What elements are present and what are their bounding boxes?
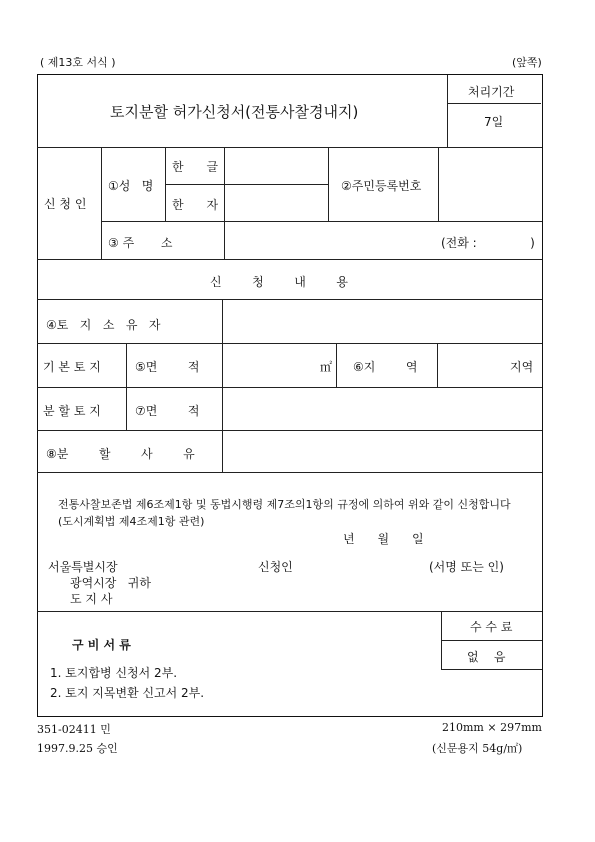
processing-period-label: 처리기간	[468, 85, 515, 99]
address-field[interactable]	[226, 223, 426, 257]
processing-period-value: 7일	[484, 115, 504, 129]
applicant-signature-label: 신청인	[258, 560, 293, 574]
split-reason-field[interactable]	[224, 432, 540, 470]
signature-hint: (서명 또는 인)	[429, 560, 504, 574]
paper-size: 210mm × 297mm	[442, 721, 542, 734]
addressee-seoul: 서울특별시장	[48, 560, 118, 574]
addressee-province: 도 지 사	[70, 592, 113, 606]
paper-type: (신문용지 54g/㎡)	[432, 742, 523, 755]
hanja-label: 한 자	[172, 198, 219, 212]
region-unit: 지역	[510, 360, 534, 374]
page-side-label: (앞쪽)	[512, 56, 542, 69]
base-area-field[interactable]	[224, 345, 334, 385]
legal-statement-line1: 전통사찰보존법 제6조제1항 및 동법시행령 제7조의1항의 규정에 의하여 위와 같이 신청합니다	[58, 498, 511, 511]
fee-value: 없 음	[467, 650, 506, 664]
split-area-field[interactable]	[224, 389, 540, 428]
base-area-unit: ㎡	[320, 360, 333, 374]
split-reason-label: ⑧분 할 사 유	[46, 447, 195, 461]
form-number: ( 제13호 서식 )	[40, 56, 116, 69]
form-title: 토지분할 허가신청서(전통사찰경내지)	[110, 103, 359, 121]
document-item-1: 1. 토지합병 신청서 2부.	[50, 666, 178, 680]
rrn-label: ②주민등록번호	[341, 179, 422, 193]
base-area-label: ⑤면 적	[135, 360, 200, 374]
fee-label: 수 수 료	[470, 620, 513, 634]
region-field[interactable]	[439, 345, 509, 385]
name-label: ①성 명	[108, 179, 154, 193]
addressee-metro: 광역시장 귀하	[70, 576, 151, 590]
applicant-section-label: 신 청 인	[44, 197, 87, 211]
land-owner-label: ④토 지 소 유 자	[46, 318, 161, 332]
rrn-field[interactable]	[440, 149, 540, 219]
form-code: 351-02411 민	[37, 723, 111, 736]
split-area-label: ⑦면 적	[135, 404, 200, 418]
split-land-label: 분 할 토 지	[43, 404, 101, 418]
name-hanja-field[interactable]	[226, 186, 326, 219]
date-line: 년 월 일	[343, 532, 424, 546]
document-item-2: 2. 토지 지목변환 신고서 2부.	[50, 686, 205, 700]
base-land-label: 기 본 토 지	[43, 360, 101, 374]
hangul-label: 한 글	[172, 160, 219, 174]
phone-label: (전화 : )	[441, 236, 535, 250]
region-label: ⑥지 역	[353, 360, 418, 374]
land-owner-field[interactable]	[224, 301, 540, 341]
name-hangul-field[interactable]	[226, 149, 326, 182]
address-label: ③ 주 소	[108, 236, 173, 250]
legal-statement-line2: (도시계획법 제4조제1항 관련)	[58, 515, 205, 528]
request-content-label: 신 청 내 용	[210, 275, 348, 289]
approval-date: 1997.9.25 승인	[37, 742, 118, 755]
required-documents-title: 구 비 서 류	[72, 638, 131, 652]
